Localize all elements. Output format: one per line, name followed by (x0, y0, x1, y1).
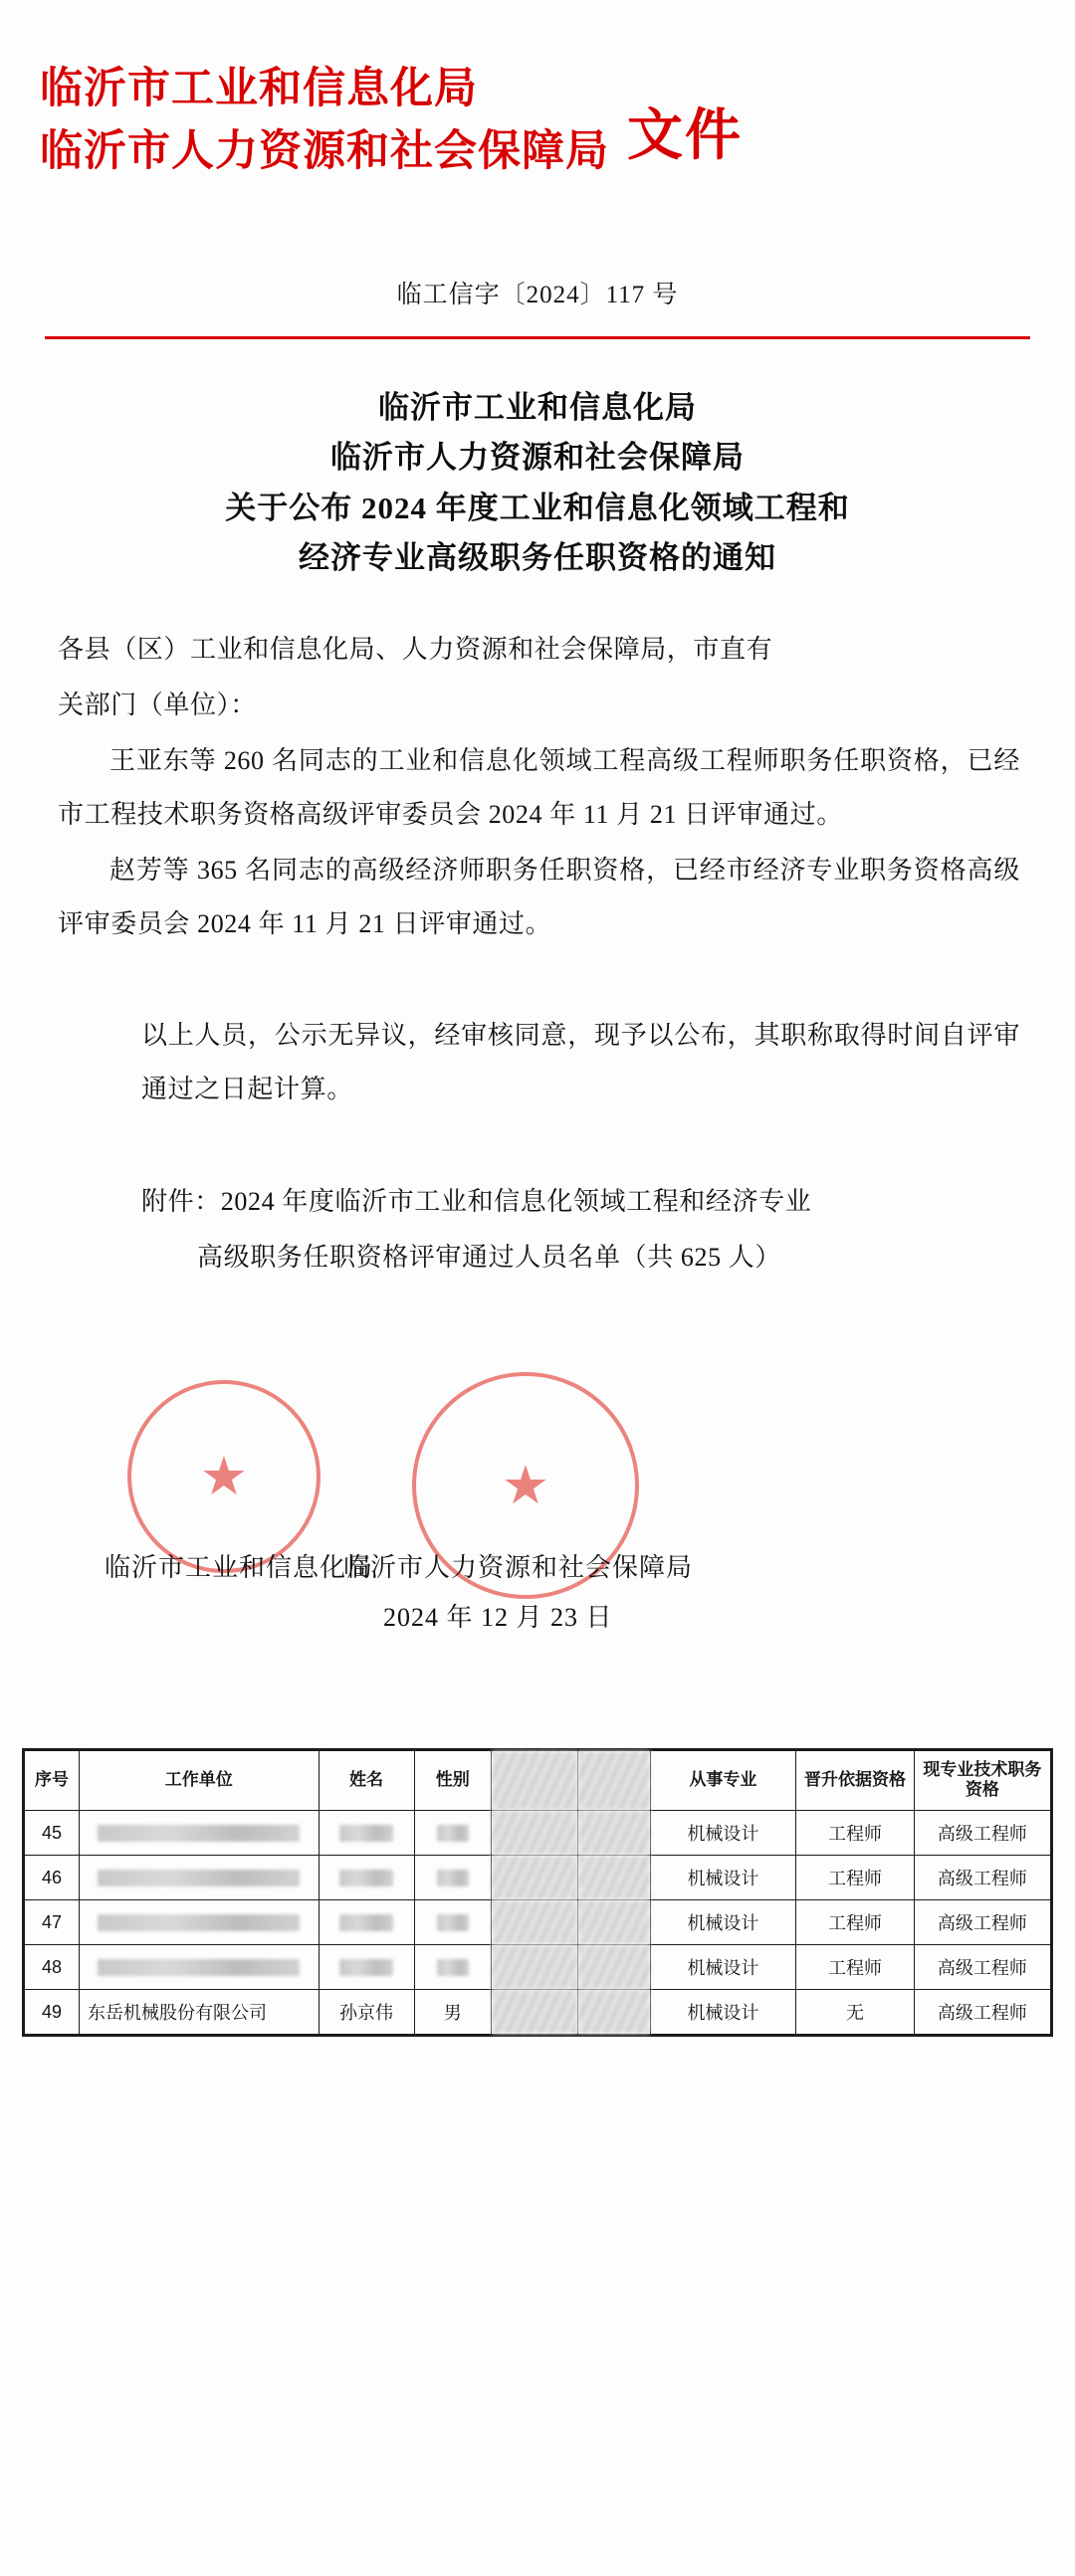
title-line-2: 临沂市人力资源和社会保障局 (330, 440, 745, 476)
table-row (25, 1856, 1051, 1900)
cell-sex (414, 1900, 491, 1945)
cell-redacted-1 (491, 1945, 577, 1990)
redaction-bar (98, 1914, 300, 1931)
cell-seq: 47 (25, 1900, 80, 1945)
cell-name (319, 1856, 414, 1900)
cell-name (319, 1945, 414, 1990)
redaction-bar (98, 1870, 300, 1886)
attachment-table-body (25, 1811, 1051, 2035)
letterhead-rows (40, 62, 1035, 179)
cell-basis: 无 (796, 1990, 914, 2035)
cell-redacted-2 (578, 1856, 650, 1900)
redaction-bar (437, 1825, 469, 1842)
redaction-bar (98, 1959, 300, 1976)
seal-star-icon-2: ★ (501, 1455, 550, 1515)
cell-unit (79, 1945, 319, 1990)
cell-basis: 工程师 (796, 1900, 914, 1945)
cell-redacted-2 (578, 1945, 650, 1990)
cell-seq: 49 (25, 1990, 80, 2035)
letterhead-doc-word: 文件 (627, 102, 743, 168)
header-redacted-1 (491, 1750, 577, 1810)
cell-basis: 工程师 (796, 1856, 914, 1900)
cell-current-title: 高级工程师 (914, 1811, 1050, 1856)
cell-unit: 东岳机械股份有限公司 (79, 1990, 319, 2035)
cell-redacted-1 (491, 1900, 577, 1945)
redaction-bar (437, 1914, 469, 1931)
cell-name (319, 1811, 414, 1856)
document-number: 临工信字〔2024〕117 号 (396, 282, 679, 309)
cell-seq: 48 (25, 1945, 80, 1990)
cell-redacted-1 (491, 1811, 577, 1856)
cell-unit (79, 1811, 319, 1856)
redaction-bar (339, 1959, 394, 1976)
cell-redacted-1 (491, 1856, 577, 1900)
redaction-bar (98, 1825, 300, 1842)
letterhead-org-line-2: 临沂市人力资源和社会保障局 (40, 126, 609, 177)
header-name: 姓名 (319, 1750, 414, 1810)
cell-basis: 工程师 (796, 1811, 914, 1856)
cell-major: 机械设计 (650, 1856, 796, 1900)
table-row (25, 1900, 1051, 1945)
seal-star-icon: ★ (199, 1446, 249, 1506)
cell-redacted-2 (578, 1990, 650, 2035)
cell-redacted-2 (578, 1900, 650, 1945)
body-paragraph-2: 赵芳等 365 名同志的高级经济师职务任职资格，已经市经济专业职务资格高级评审委员会 2024 年 11 月 21 日评审通过。 (58, 856, 1020, 939)
table-row (25, 1990, 1051, 2035)
cell-unit (79, 1900, 319, 1945)
signature-org-right: 临沂市人力资源和社会保障局 (343, 1552, 694, 1582)
body-paragraph-3: 以上人员，公示无异议，经审核同意，现予以公布，其职称取得时间自评审通过之日起计算。 (141, 1021, 1020, 1104)
attachment-table-head (25, 1750, 1051, 1810)
cell-major: 机械设计 (650, 1990, 796, 2035)
cell-redacted-2 (578, 1811, 650, 1856)
official-seal-industry-icon (127, 1380, 321, 1573)
cell-current-title: 高级工程师 (914, 1900, 1050, 1945)
redaction-bar (437, 1959, 469, 1976)
cell-current-title: 高级工程师 (914, 1945, 1050, 1990)
cell-sex (414, 1811, 491, 1856)
attachment-table (24, 1750, 1051, 2035)
redaction-bar (339, 1914, 394, 1931)
title-line-4: 经济专业高级职务任职资格的通知 (299, 539, 776, 575)
header-redacted-2 (578, 1750, 650, 1810)
attachment-line-1: 附件：2024 年度临沂市工业和信息化领域工程和经济专业 (141, 1186, 812, 1216)
cell-unit (79, 1856, 319, 1900)
cell-seq: 45 (25, 1811, 80, 1856)
salutation-line-2: 关部门（单位）： (58, 691, 257, 720)
cell-current-title: 高级工程师 (914, 1856, 1050, 1900)
signature-org-left: 临沂市工业和信息化局 (105, 1552, 374, 1582)
red-divider-rule (45, 336, 1030, 339)
header-basis: 晋升依据资格 (796, 1750, 914, 1810)
letterhead-org-names (40, 62, 609, 179)
cell-seq: 46 (25, 1856, 80, 1900)
redaction-bar (339, 1825, 394, 1842)
document-body (0, 623, 1075, 1285)
header-unit: 工作单位 (79, 1750, 319, 1810)
attachment-table-wrapper (22, 1748, 1053, 2037)
body-spacer (58, 953, 1020, 1009)
header-major: 从事专业 (650, 1750, 796, 1810)
cell-name (319, 1900, 414, 1945)
cell-major: 机械设计 (650, 1811, 796, 1856)
cell-sex (414, 1945, 491, 1990)
body-paragraph-1: 王亚东等 260 名同志的工业和信息化领域工程高级工程师职务任职资格，已经市工程技术职务资格高级评审委员会 2024 年 11 月 21 日评审通过。 (58, 746, 1020, 830)
letterhead-org-line-1: 临沂市工业和信息化局 (40, 64, 478, 113)
cell-basis: 工程师 (796, 1945, 914, 1990)
table-row (25, 1945, 1051, 1990)
table-header-row (25, 1750, 1051, 1810)
cell-current-title: 高级工程师 (914, 1990, 1050, 2035)
cell-major: 机械设计 (650, 1945, 796, 1990)
letterhead (0, 0, 1075, 179)
salutation-line-1: 各县（区）工业和信息化局、人力资源和社会保障局，市直有 (58, 634, 773, 664)
cell-name: 孙京伟 (319, 1990, 414, 2035)
header-seq: 序号 (25, 1750, 80, 1810)
cell-sex (414, 1856, 491, 1900)
cell-redacted-1 (491, 1990, 577, 2035)
redaction-bar (339, 1870, 394, 1886)
attachment-line-2: 高级职务任职资格评审通过人员名单（共 625 人） (197, 1242, 782, 1272)
signature-date: 2024 年 12 月 23 日 (383, 1602, 613, 1632)
document-title (0, 383, 1075, 583)
cell-sex: 男 (414, 1990, 491, 2035)
title-line-3: 关于公布 2024 年度工业和信息化领域工程和 (225, 490, 850, 525)
cell-major: 机械设计 (650, 1900, 796, 1945)
redaction-bar (437, 1870, 469, 1886)
title-line-1: 临沂市工业和信息化局 (378, 390, 697, 426)
attachment-spacer (58, 1119, 1020, 1175)
header-sex: 性别 (414, 1750, 491, 1810)
table-row (25, 1811, 1051, 1856)
signature-area (0, 1380, 1075, 1708)
header-current-title: 现专业技术职务资格 (914, 1750, 1050, 1810)
